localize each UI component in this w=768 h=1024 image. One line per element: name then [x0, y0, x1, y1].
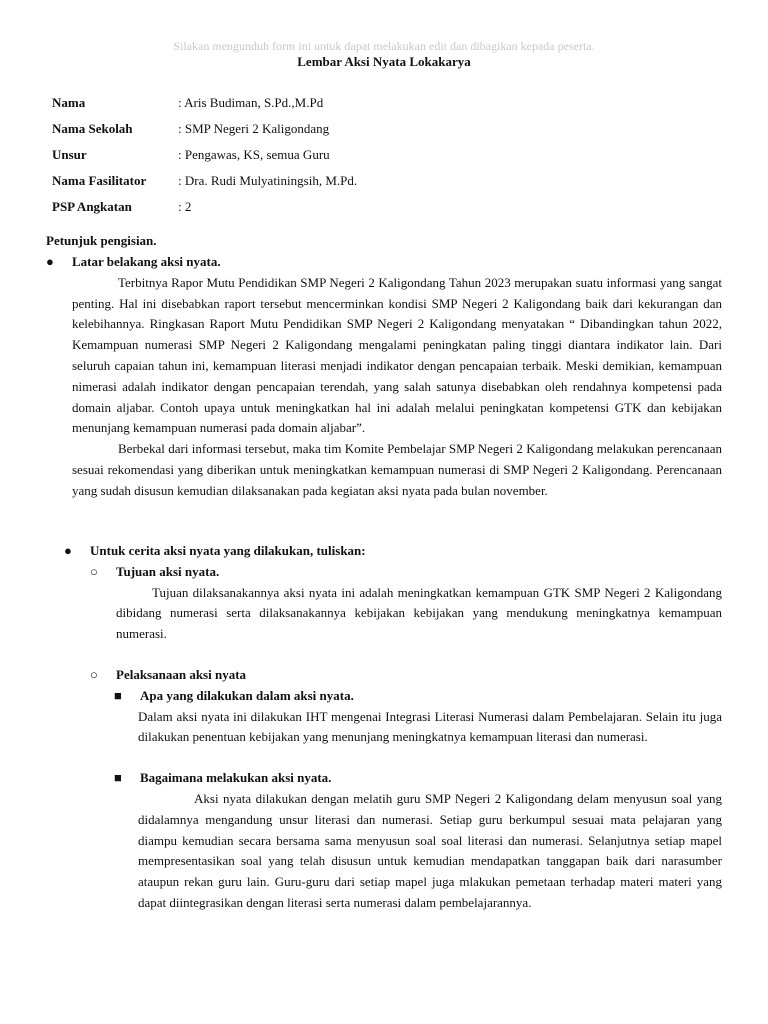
identity-label: PSP Angkatan	[52, 198, 132, 214]
document-title: Lembar Aksi Nyata Lokakarya	[297, 54, 471, 69]
identity-row-nama	[52, 90, 357, 116]
identity-row-psp-angkatan	[52, 194, 357, 220]
identity-label: Nama	[52, 94, 86, 110]
subsection-heading: Tujuan aksi nyata.	[116, 563, 220, 579]
identity-table	[52, 90, 357, 220]
item-apa	[90, 686, 722, 748]
filled-bullet-icon: ●	[64, 543, 72, 558]
identity-row-fasilitator	[52, 168, 357, 194]
filled-bullet-icon: ●	[46, 254, 54, 269]
identity-row-unsur	[52, 142, 357, 168]
subsection-body	[90, 583, 722, 645]
section-heading: Latar belakang aksi nyata.	[72, 254, 221, 269]
subsection-tujuan	[64, 562, 722, 645]
identity-label: Unsur	[52, 146, 87, 162]
square-bullet-icon: ■	[114, 770, 122, 786]
identity-value: : SMP Negeri 2 Kaligondang	[178, 120, 330, 136]
open-circle-bullet-icon: ○	[90, 563, 98, 579]
item-heading: Apa yang dilakukan dalam aksi nyata.	[140, 687, 354, 703]
watermark-note: Silakan mengunduh form ini untuk dapat melakukan edit dan dibagikan kepada peserta.	[173, 39, 595, 53]
subsection-pelaksanaan	[64, 665, 722, 914]
identity-value: : 2	[178, 198, 192, 214]
item-heading: Bagaimana melakukan aksi nyata.	[140, 770, 332, 786]
identity-value: : Pengawas, KS, semua Guru	[178, 146, 330, 162]
paragraph: Dalam aksi nyata ini dilakukan IHT mengenai Integrasi Literasi Numerasi dalam Pembelajaran. Selain itu juga dilakukan penentuan kebijakan yang menunjang meningkatnya kemampuan literasi dan numerasi.	[138, 708, 722, 745]
identity-label: Nama Fasilitator	[52, 172, 147, 188]
spacer	[90, 748, 722, 768]
open-circle-bullet-icon: ○	[90, 666, 98, 682]
square-bullet-icon: ■	[114, 687, 122, 703]
bullet-item	[64, 541, 722, 562]
instructions-heading: Petunjuk pengisian.	[46, 233, 157, 248]
item-body	[114, 707, 722, 749]
identity-value: : Aris Budiman, S.Pd.,M.Pd	[178, 94, 324, 110]
paragraph: Aksi nyata dilakukan dengan melatih guru SMP Negeri 2 Kaligondang delam menyusun soal yang didalamnya mengandung unsur literasi dan numerasi. Setiap guru berkumpul sesuai mata pelajaran yang diampu kemudian secara bersama sama menyusun soal soal literasi dan numerasi. Selanjutnya setiap mapel mempresentasikan soal yang telah disusun untuk kemudian mendapatkan tanggapan baik dari narasumber ataupun rekan guru lain. Guru-guru dari setiap mapel juga mlakukan pemetaan terhadap materi materi yang dapat diintegrasikan dengan literasi serta numerasi dalam pembelajarannya.	[138, 790, 722, 910]
square-bullet-item	[114, 768, 722, 789]
section-heading: Untuk cerita aksi nyata yang dilakukan, tuliskan:	[90, 543, 366, 558]
sub-bullet-item	[90, 562, 722, 583]
section-latar-belakang	[46, 252, 722, 502]
square-bullet-item	[114, 686, 722, 707]
section-body	[46, 273, 722, 502]
paragraph: Tujuan dilaksanakannya aksi nyata ini adalah meningkatkan kemampuan GTK SMP Negeri 2 Kaligondang dibidang numerasi serta dilaksanakannya kebijakan kebijakan yang mendukung meningkatnya kemampuan numerasi.	[116, 584, 722, 642]
identity-row-nama-sekolah	[52, 116, 357, 142]
paragraph: Berbekal dari informasi tersebut, maka tim Komite Pembelajar SMP Negeri 2 Kaligondang melakukan perencanaan sesuai rekomendasi yang diberikan untuk meningkatkan kemampuan numerasi di SMP Negeri 2 Kaligondang. Perencanaan yang sudah disusun kemudian dilaksanakan pada kegiatan aksi nyata pada bulan november.	[72, 441, 722, 498]
spacer	[64, 645, 722, 665]
paragraph: Terbitnya Rapor Mutu Pendidikan SMP Negeri 2 Kaligondang Tahun 2023 merupakan suatu informasi yang sangat penting. Hal ini disebabkan raport tersebut mencerminkan kondisi SMP Negeri 2 Kaligondang baik dari kekurangan dan kelebihannya. Ringkasan Raport Mutu Pendidikan SMP Negeri 2 Kaligondang menyatakan “ Dibandingkan tahun 2022, Kemampuan numerasi SMP Negeri 2 Kaligondang mengalami peningkatan paling tinggi diantara indikator lain. Dari seluruh capaian tahun ini, kemampuan literasi menjadi indikator dengan pencapaian terbaik. Meski demikian, kemampuan nimerasi adalah indikator dengan pencapaian terendah, yang salah satunya disebabkan oleh rendahnya kompetensi pada domain aljabar. Contoh upaya untuk meningkatkan hal ini adalah melalui peningkatan kompetensi GTK dan kebijakan menunjang kemampuan numerasi pada domain aljabar”.	[72, 274, 722, 436]
identity-label: Nama Sekolah	[52, 120, 133, 136]
item-body	[114, 789, 722, 914]
section-cerita-aksi-nyata	[64, 541, 722, 914]
identity-value: : Dra. Rudi Mulyatiningsih, M.Pd.	[178, 172, 358, 188]
subsection-heading: Pelaksanaan aksi nyata	[116, 666, 247, 682]
bullet-item	[46, 252, 722, 273]
item-bagaimana	[90, 768, 722, 914]
sub-bullet-item	[90, 665, 722, 686]
